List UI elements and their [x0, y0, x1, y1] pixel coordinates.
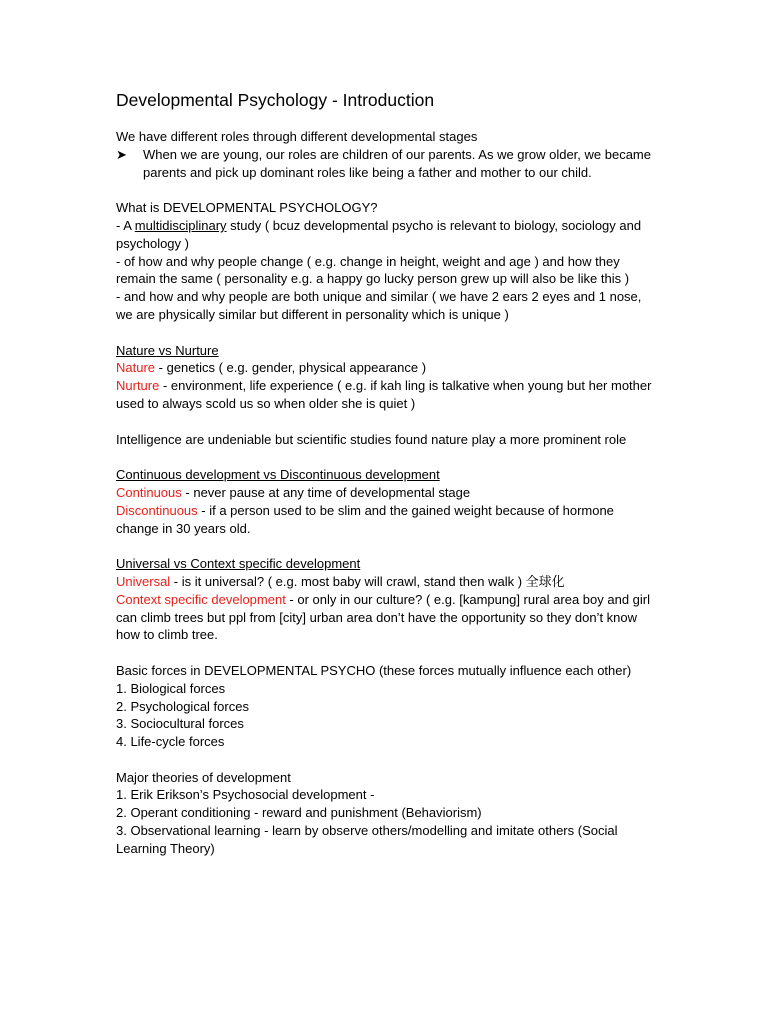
- discontinuous-term: Discontinuous: [116, 502, 198, 518]
- intelligence-paragraph: Intelligence are undeniable but scientific studies found nature play a more prominent role: [116, 431, 627, 447]
- roles-bullet-text: When we are young, our roles are children of our parents. As we grow older, we became parents and pick up dominant roles like being a father and mother to our child.: [143, 146, 651, 180]
- multidisciplinary-term: multidisciplinary: [134, 217, 227, 233]
- forces-item: 1. Biological forces: [116, 680, 226, 696]
- forces-item: 4. Life-cycle forces: [116, 734, 225, 750]
- nurture-line: [116, 377, 656, 413]
- continuous-heading: Continuous development vs Discontinuous development: [116, 467, 440, 483]
- universal-heading: Universal vs Context specific development: [116, 556, 361, 572]
- what-is-line-1-rest: study ( bcuz developmental psycho is relevant to biology, sociology and psychology ): [116, 217, 642, 251]
- what-is-line-3: - and how and why people are both unique and similar ( we have 2 ears 2 eyes and 1 nose, we are physically similar but different in personality which is unique ): [116, 289, 642, 322]
- nature-text: - genetics ( e.g. gender, physical appearance ): [155, 360, 427, 376]
- discontinuous-line: [116, 502, 656, 538]
- theories-item: 3. Observational learning - learn by observe others/modelling and imitate others (Social Learning Theory): [116, 823, 618, 856]
- universal-term: Universal: [116, 573, 171, 589]
- what-is-line-1: [116, 217, 656, 253]
- context-line: [116, 591, 656, 644]
- document-body: [116, 88, 656, 858]
- continuous-line: [116, 484, 656, 502]
- nature-line: [116, 359, 656, 377]
- roles-bullet: [116, 146, 656, 182]
- theories-item: 2. Operant conditioning - reward and punishment (Behaviorism): [116, 805, 482, 821]
- document-title: Developmental Psychology - Introduction: [116, 90, 435, 110]
- continuous-term: Continuous: [116, 484, 182, 500]
- nurture-term: Nurture: [116, 378, 160, 394]
- forces-heading: Basic forces in DEVELOPMENTAL PSYCHO (these forces mutually influence each other): [116, 662, 632, 678]
- nature-nurture-heading: Nature vs Nurture: [116, 342, 219, 358]
- what-is-line-1-prefix: - A: [116, 217, 135, 233]
- forces-item: 2. Psychological forces: [116, 698, 249, 714]
- context-term: Context specific development: [116, 591, 286, 607]
- context-text: - or only in our culture? ( e.g. [kampung] rural area boy and girl can climb trees but ppl from [city] urban area don’t have the opportunity so they don’t know how to climb tree.: [116, 591, 650, 643]
- arrow-bullet-icon: ➤: [116, 146, 127, 162]
- universal-text: - is it universal? ( e.g. most baby will crawl, stand then walk ) 全球化: [170, 573, 565, 589]
- what-is-line-2: - of how and why people change ( e.g. change in height, weight and age ) and how they remain the same ( personality e.g. a happy go lucky person grew up will also be like this ): [116, 253, 630, 287]
- theories-item: 1. Erik Erikson’s Psychosocial development -: [116, 787, 375, 803]
- what-is-heading: What is DEVELOPMENTAL PSYCHOLOGY?: [116, 200, 378, 216]
- universal-line: [116, 573, 656, 591]
- roles-intro: We have different roles through different developmental stages: [116, 129, 478, 144]
- forces-item: 3. Sociocultural forces: [116, 716, 244, 732]
- continuous-text: - never pause at any time of developmental stage: [181, 484, 471, 500]
- theories-heading: Major theories of development: [116, 769, 291, 785]
- discontinuous-text: - if a person used to be slim and the gained weight because of hormone change in 30 years old.: [116, 502, 614, 536]
- nature-term: Nature: [116, 360, 156, 376]
- nurture-text: - environment, life experience ( e.g. if kah ling is talkative when young but her mother used to always scold us so when older she is quiet ): [116, 378, 652, 411]
